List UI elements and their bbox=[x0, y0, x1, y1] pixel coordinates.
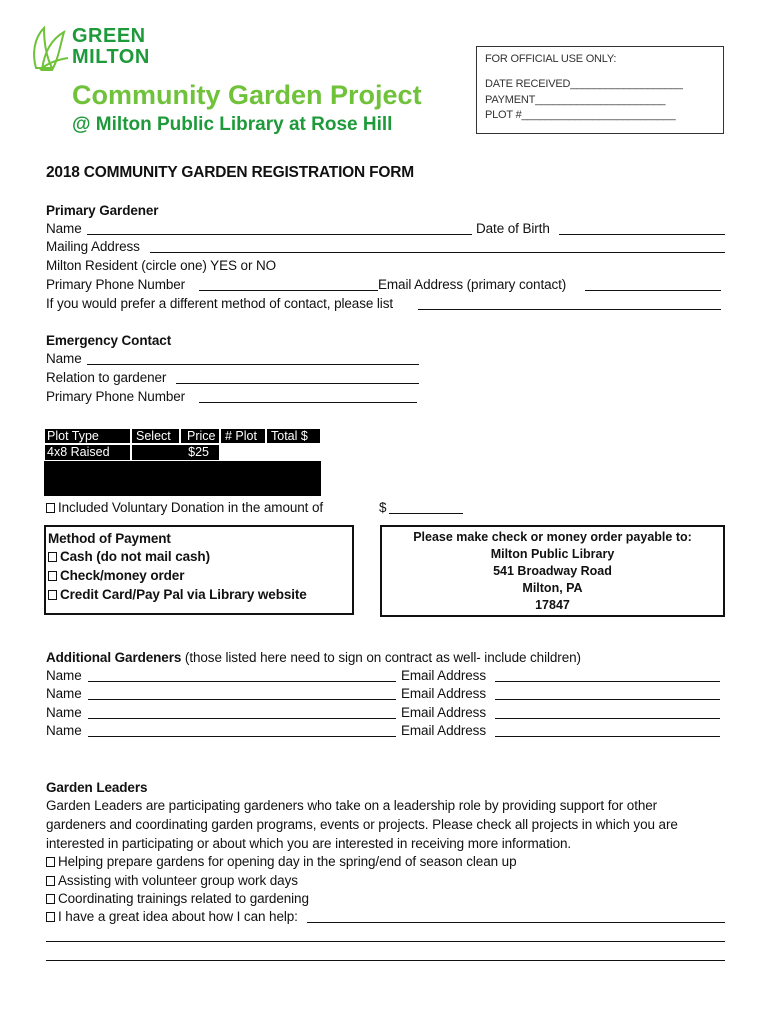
price-cell: $25 bbox=[131, 444, 220, 461]
add-name-field[interactable] bbox=[88, 699, 396, 700]
payable-line-3: 541 Broadway Road bbox=[493, 564, 612, 578]
card-checkbox[interactable] bbox=[48, 590, 57, 600]
leader-checkbox[interactable] bbox=[46, 876, 55, 886]
leader-option-label: Helping prepare gardens for opening day in the spring/end of season clean up bbox=[58, 854, 517, 869]
check-payable-box bbox=[380, 525, 725, 617]
project-title: Community Garden Project bbox=[72, 80, 422, 110]
emergency-name-label: Name bbox=[46, 351, 82, 366]
payment-option-check[interactable] bbox=[48, 568, 184, 583]
leader-option-label: Coordinating trainings related to gardening bbox=[58, 891, 309, 906]
dob-field[interactable] bbox=[559, 234, 725, 235]
add-name-label: Name bbox=[46, 668, 82, 683]
add-email-field[interactable] bbox=[495, 736, 720, 737]
leaders-para-2: gardeners and coordinating garden programs, events or projects. Please check all projects in which you are bbox=[46, 817, 678, 832]
payable-line-4: Milton, PA bbox=[522, 581, 583, 595]
alt-contact-field[interactable] bbox=[418, 309, 721, 310]
add-name-field[interactable] bbox=[88, 736, 396, 737]
relation-field[interactable] bbox=[176, 383, 419, 384]
select-header: Select bbox=[131, 428, 180, 444]
leader-checkbox[interactable] bbox=[46, 894, 55, 904]
leaders-heading: Garden Leaders bbox=[46, 780, 148, 795]
mailing-field[interactable] bbox=[150, 252, 725, 253]
cash-checkbox[interactable] bbox=[48, 552, 57, 562]
official-plot: PLOT #__________________________ bbox=[485, 109, 676, 121]
leader-option-label: Assisting with volunteer group work days bbox=[58, 873, 298, 888]
add-email-label: Email Address bbox=[401, 705, 486, 720]
cash-label: Cash (do not mail cash) bbox=[60, 549, 210, 564]
leader-option-label: I have a great idea about how I can help: bbox=[58, 909, 298, 924]
payable-line-1: Please make check or money order payable to: bbox=[413, 530, 692, 544]
primary-name-field[interactable] bbox=[87, 234, 472, 235]
payable-line-5: 17847 bbox=[535, 598, 570, 612]
plot-table bbox=[44, 428, 321, 496]
add-email-field[interactable] bbox=[495, 699, 720, 700]
official-use-box bbox=[476, 46, 724, 134]
additional-heading: Additional Gardeners bbox=[46, 650, 182, 665]
leader-option[interactable] bbox=[46, 854, 516, 869]
add-email-field[interactable] bbox=[495, 718, 720, 719]
plot-type-header: Plot Type bbox=[44, 428, 131, 444]
donation-row bbox=[46, 500, 323, 515]
add-name-field[interactable] bbox=[88, 718, 396, 719]
check-label: Check/money order bbox=[60, 568, 185, 583]
email-field[interactable] bbox=[585, 290, 721, 291]
emergency-name-field[interactable] bbox=[87, 364, 419, 365]
alt-contact-label: If you would prefer a different method of contact, please list bbox=[46, 296, 394, 311]
mailing-label: Mailing Address bbox=[46, 239, 140, 254]
payable-line-2: Milton Public Library bbox=[490, 547, 615, 561]
logo-text bbox=[72, 26, 150, 68]
project-subtitle: @ Milton Public Library at Rose Hill bbox=[72, 114, 393, 135]
additional-heading-row bbox=[46, 650, 581, 665]
official-heading: FOR OFFICIAL USE ONLY: bbox=[485, 53, 617, 65]
primary-phone-field[interactable] bbox=[199, 290, 378, 291]
num-plot-input[interactable] bbox=[220, 444, 266, 461]
emergency-phone-label: Primary Phone Number bbox=[46, 389, 186, 404]
add-name-field[interactable] bbox=[88, 681, 396, 682]
leader-option[interactable] bbox=[46, 891, 309, 906]
logo-line-2: MILTON bbox=[72, 46, 150, 68]
additional-note: (those listed here need to sign on contract as well- include children) bbox=[181, 650, 581, 665]
primary-phone-label: Primary Phone Number bbox=[46, 277, 186, 292]
add-email-field[interactable] bbox=[495, 681, 720, 682]
donation-dollar: $ bbox=[379, 500, 387, 515]
idea-field-line-2[interactable] bbox=[46, 941, 725, 942]
add-name-label: Name bbox=[46, 723, 82, 738]
primary-heading: Primary Gardener bbox=[46, 203, 159, 218]
payment-heading: Method of Payment bbox=[48, 531, 171, 546]
official-date-received: DATE RECEIVED___________________ bbox=[485, 78, 683, 90]
leader-checkbox[interactable] bbox=[46, 912, 55, 922]
form-title: 2018 COMMUNITY GARDEN REGISTRATION FORM bbox=[46, 164, 414, 181]
leader-checkbox[interactable] bbox=[46, 857, 55, 867]
green-milton-logo-icon bbox=[30, 24, 70, 74]
add-name-label: Name bbox=[46, 686, 82, 701]
donation-amount-field[interactable] bbox=[389, 513, 463, 514]
leader-option[interactable] bbox=[46, 909, 298, 924]
emergency-heading: Emergency Contact bbox=[46, 333, 172, 348]
idea-field-line-3[interactable] bbox=[46, 960, 725, 961]
donation-checkbox[interactable] bbox=[46, 503, 55, 513]
payment-option-card[interactable] bbox=[48, 587, 307, 602]
price-header: Price bbox=[180, 428, 220, 444]
plot-type-cell: 4x8 Raised bbox=[44, 444, 131, 461]
total-header: Total $ bbox=[266, 428, 321, 444]
primary-name-label: Name bbox=[46, 221, 82, 236]
idea-field[interactable] bbox=[307, 922, 725, 923]
add-email-label: Email Address bbox=[401, 723, 486, 738]
total-input[interactable] bbox=[266, 444, 321, 461]
add-name-label: Name bbox=[46, 705, 82, 720]
card-label: Credit Card/Pay Pal via Library website bbox=[60, 587, 307, 602]
check-checkbox[interactable] bbox=[48, 571, 57, 581]
payment-method-box bbox=[44, 525, 354, 615]
leader-option[interactable] bbox=[46, 873, 298, 888]
resident-label: Milton Resident (circle one) YES or NO bbox=[46, 258, 277, 273]
relation-label: Relation to gardener bbox=[46, 370, 167, 385]
logo-line-1: GREEN bbox=[72, 25, 146, 47]
add-email-label: Email Address bbox=[401, 686, 486, 701]
donation-label: Included Voluntary Donation in the amount of bbox=[58, 500, 324, 515]
add-email-label: Email Address bbox=[401, 668, 486, 683]
dob-label: Date of Birth bbox=[476, 221, 550, 236]
leaders-para-3: interested in participating or about which you are interested in receiving more information. bbox=[46, 836, 572, 851]
emergency-phone-field[interactable] bbox=[199, 402, 417, 403]
official-payment: PAYMENT______________________ bbox=[485, 94, 666, 106]
num-plot-header: # Plot bbox=[220, 428, 266, 444]
leaders-para-1: Garden Leaders are participating gardeners who take on a leadership role by providing support for other bbox=[46, 798, 658, 813]
email-label: Email Address (primary contact) bbox=[378, 277, 567, 292]
payment-option-cash[interactable] bbox=[48, 549, 210, 564]
